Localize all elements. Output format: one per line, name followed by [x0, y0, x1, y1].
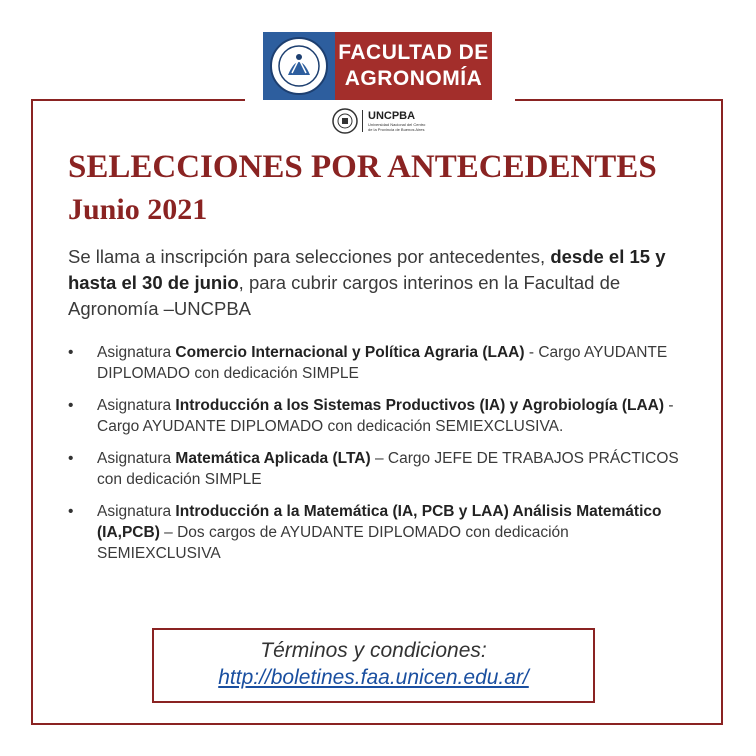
item-detail: - Cargo AYUDANTE DIPLOMADO con dedicación SIMPLE — [97, 344, 668, 382]
bullet: • — [68, 344, 74, 361]
positions-list — [68, 342, 688, 564]
page-title: SELECCIONES POR ANTECEDENTES — [68, 149, 657, 185]
item-prefix: Asignatura — [97, 344, 176, 361]
item-subject: Introducción a la Matemática (IA, PCB y LAA) Análisis Matemático (IA,PCB) — [97, 503, 662, 541]
bullet: • — [68, 397, 74, 414]
intro-dates: desde el 15 y hasta el 30 de junio — [68, 246, 666, 293]
faculty-wordmark — [335, 32, 492, 100]
item-subject: Matemática Aplicada (LTA) — [175, 450, 371, 467]
item-prefix: Asignatura — [97, 397, 176, 414]
page-subtitle: Junio 2021 — [68, 193, 208, 226]
terms-box — [152, 628, 595, 703]
university-logo — [332, 108, 430, 134]
bullet: • — [68, 450, 74, 467]
university-name: UNCPBA — [368, 110, 416, 122]
brand-line-1: FACULTAD DE — [338, 41, 489, 64]
item-detail: – Cargo JEFE DE TRABAJOS PRÁCTICOS con dedicación SIMPLE — [97, 450, 679, 488]
intro-paragraph — [68, 244, 698, 322]
logo-divider — [362, 110, 363, 132]
intro-text-2: , para cubrir cargos interinos en la Facultad de Agronomía –UNCPBA — [68, 272, 621, 319]
list-item — [68, 395, 688, 437]
item-subject: Comercio Internacional y Política Agraria (LAA) — [175, 344, 525, 361]
item-subject: Introducción a los Sistemas Productivos (IA) y Agrobiología (LAA) — [175, 397, 665, 414]
item-prefix: Asignatura — [97, 503, 176, 520]
bullet: • — [68, 503, 74, 520]
terms-link[interactable]: http://boletines.faa.unicen.edu.ar/ — [218, 666, 529, 689]
list-item — [68, 342, 688, 384]
item-prefix: Asignatura — [97, 450, 176, 467]
brand-line-2: AGRONOMÍA — [344, 67, 483, 90]
faculty-seal-icon — [263, 32, 335, 100]
list-item — [68, 501, 688, 564]
item-detail: - Cargo AYUDANTE DIPLOMADO con dedicación SEMIEXCLUSIVA. — [97, 397, 674, 435]
intro-text-1: Se llama a inscripción para selecciones por antecedentes, — [68, 246, 551, 267]
faculty-logo — [263, 32, 492, 100]
terms-label: Términos y condiciones: — [260, 639, 487, 662]
university-subtitle: Universidad Nacional del Centro de la Provincia de Buenos Aires — [368, 122, 426, 132]
item-detail: – Dos cargos de AYUDANTE DIPLOMADO con dedicación SEMIEXCLUSIVA — [97, 524, 569, 562]
university-seal-icon — [332, 108, 358, 134]
list-item — [68, 448, 688, 490]
